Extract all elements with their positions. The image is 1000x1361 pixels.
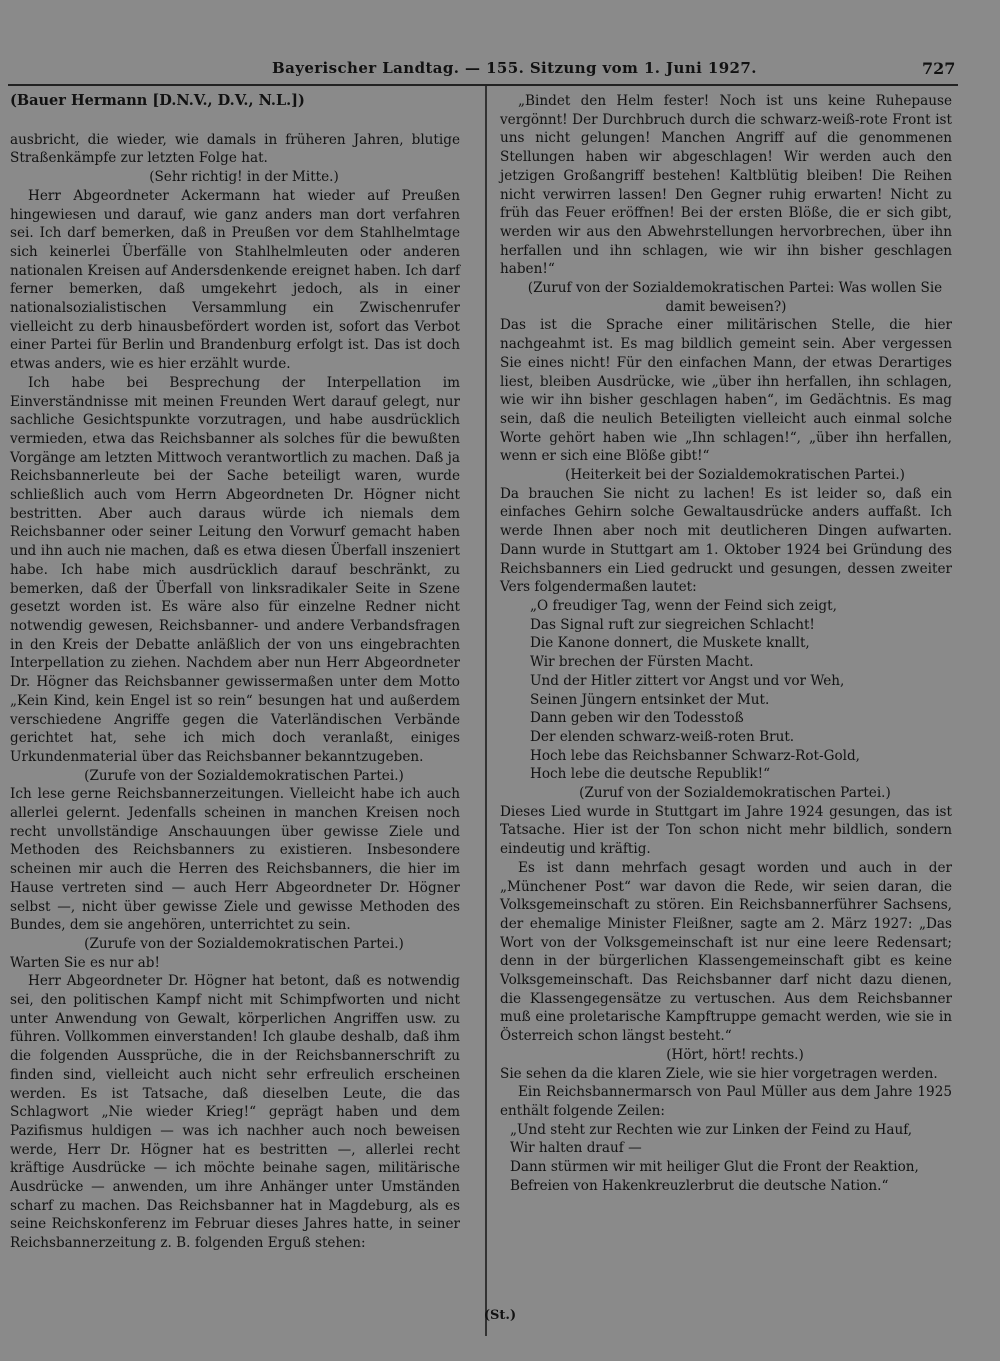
interjection: (Heiterkeit bei der Sozialdemokratischen Partei.) (565, 467, 905, 484)
interjection: (Hört, hört! rechts.) (666, 1046, 804, 1063)
column-divider (485, 86, 487, 1336)
verse-line: Das Signal ruft zur siegreichen Schlacht! (530, 616, 815, 633)
paragraph: „Bindet den Helm fester! Noch ist uns keine Ruhepause vergönnt! Der Durchbruch durch die schwarz-weiß-rote Front ist uns nicht gelungen! Manchen Angriff auf die genommenen Stellungen haben wir abgeschlagen! Wir werden auch den jetzigen Großangriff bestehen! Kaltblütig bleiben! Die Reihen nicht verwirren lassen! Den Gegner ruhig erwarten! Nicht zu früh das Feuer eröffnen! Bei der ersten Blöße, die er sich gibt, werden wir aus den Abwehrstellungen hervorbrechen, über ihn herfallen und ihn schlagen, wie wir ihn bisher geschlagen haben!“ (500, 93, 952, 278)
verse-quote (510, 1121, 952, 1196)
verse-line: Dann stürmen wir mit heiliger Glut die Front der Reaktion, (510, 1159, 919, 1176)
page-header (0, 55, 1000, 85)
verse-line: Befreien von Hakenkreuzlerbrut die deutsche Nation.“ (510, 1177, 889, 1194)
paragraph: Ich lese gerne Reichsbannerzeitungen. Vielleicht habe ich auch allerlei gelernt. Jedenfalls scheinen in manchen Kreisen noch recht unvollständige Anschauungen über gewisse Ziele und Methoden des Reichsbanners zu existieren. Insbesondere scheinen mir auch die Herren des Reichsbanners, die hier im Hause vertreten sind — auch Herr Abgeordneter Dr. Högner selbst —, nicht über gewisse Ziele und gewisse Methoden des Bundes, dem sie angehören, unterrichtet zu sein. (10, 786, 460, 934)
verse-line: Der elenden schwarz-weiß-roten Brut. (530, 728, 795, 745)
footer-signature: (St.) (483, 1308, 517, 1323)
interjection: (Zuruf von der Sozialdemokratischen Partei.) (579, 785, 891, 802)
verse-quote (530, 597, 952, 784)
paragraph: Es ist dann mehrfach gesagt worden und auch in der „Münchener Post“ war davon die Rede, wir seien daran, die Volksgemeinschaft zu stören. Ein Reichsbannerführer Sachsens, der ehemalige Minister Fleißner, sagte am 2. März 1927: „Das Wort von der Volksgemeinschaft ist nur eine leere Redensart; denn in der bürgerlichen Klassengemeinschaft gibt es keine Volksgemeinschaft. Das Reichsbanner darf nicht dazu dienen, die Klassengegensätze zu vertuschen. Aus dem Reichsbanner muß eine proletarische Kampftruppe gemacht werden, wie sie in Österreich schon längst besteht.“ (500, 859, 952, 1045)
paragraph: ausbricht, die wieder, wie damals in früheren Jahren, blutige Straßenkämpfe zur letzten Folge hat. (10, 131, 460, 167)
paragraph: Warten Sie es nur ab! (10, 954, 160, 971)
speaker-label: (Bauer Hermann [D.N.V., D.V., N.L.]) (10, 92, 305, 109)
running-head: Bayerischer Landtag. — 155. Sitzung vom 1. Juni 1927. (272, 59, 757, 77)
verse-line: Seinen Jüngern entsinket der Mut. (530, 691, 770, 708)
left-column (10, 92, 460, 1253)
page-number: 727 (922, 59, 956, 78)
interjection: (Sehr richtig! in der Mitte.) (149, 169, 339, 186)
paragraph: Sie sehen da die klaren Ziele, wie sie hier vorgetragen werden. (500, 1065, 938, 1082)
verse-line: Hoch lebe das Reichsbanner Schwarz-Rot-Gold, (530, 747, 861, 764)
verse-line: Hoch lebe die deutsche Republik!“ (530, 766, 771, 783)
verse-line: Wir halten drauf — (510, 1140, 642, 1157)
paragraph: Herr Abgeordneter Dr. Högner hat betont, daß es notwendig sei, den politischen Kampf nicht mit Schimpfworten und nicht unter Anwendung von Gewalt, körperlichen Angriffen usw. zu führen. Vollkommen einverstanden! Ich glaube deshalb, daß ihm die folgenden Aussprüche, die in der Reichsbannerschrift zu finden sind, vielleicht auch nicht sehr erfreulich erscheinen werden. Es ist Tatsache, daß dieselben Leute, die das Schlagwort „Nie wieder Krieg!“ geprägt haben und dem Pazifismus huldigen — was ich nachher auch noch beweisen werde, Herr Dr. Högner hat es bestritten —, allerlei recht kräftige Ausdrücke — ich möchte beinahe sagen, militärische Ausdrücke — anwenden, um ihre Anhänger unter Umständen scharf zu machen. Das Reichsbanner hat in Magdeburg, als es seine Reichskonferenz im Februar dieses Jahres hatte, in seiner Reichsbannerzeitung z. B. folgenden Erguß stehen: (10, 973, 460, 1252)
header-rule (8, 84, 958, 86)
verse-line: Wir brechen der Fürsten Macht. (530, 654, 754, 671)
interjection: (Zuruf von der Sozialdemokratischen Partei: Was wollen Sie damit beweisen?) (527, 280, 943, 315)
paragraph: Das ist die Sprache einer militärischen Stelle, die hier nachgeahmt ist. Es mag bildlich gemeint sein. Aber vergessen Sie eines nicht! Für den einfachen Mann, der etwas Derartiges liest, bleiben Ausdrücke, wie „über ihn herfallen, ihn schlagen, wie wir ihn bisher geschlagen haben“, im Gedächtnis. Es mag sein, daß die neulich Beteiligten vielleicht auch einmal solche Worte gehört haben wie „Ihn schlagen!“, „über ihn herfallen, wenn er sich eine Blöße gibt!“ (500, 317, 952, 465)
interjection: (Zurufe von der Sozialdemokratischen Partei.) (84, 935, 404, 952)
paragraph: Ich habe bei Besprechung der Interpellation im Einverständnisse mit meinen Freunden Wert darauf gelegt, nur sachliche Gesichtspunkte vorzutragen, und habe ausdrücklich vermieden, etwa das Reichsbanner als solches für die bewußten Vorgänge am letzten Mittwoch verantwortlich zu machen. Daß ja Reichsbannerleute bei der Sache beteiligt waren, wurde schließlich auch vom Herrn Abgeordneten Dr. Högner nicht bestritten. Aber auch daraus würde ich niemals dem Reichsbanner oder seiner Leitung den Vorwurf gemacht haben und ihn auch nie machen, daß es etwa diesen Überfall inszeniert habe. Ich habe mich ausdrücklich darauf beschränkt, zu bemerken, daß der Überfall von linksradikaler Seite in Szene gesetzt worden ist. Es wäre also für einzelne Redner nicht notwendig gewesen, Reichsbanner- und andere Verbandsfragen in den Kreis der Debatte anläßlich der von uns eingebrachten Interpellation zu ziehen. Nachdem aber nun Herr Abgeordneter Dr. Högner das Reichsbanner gewissermaßen unter dem Motto „Kein Kind, kein Engel ist so rein“ besungen hat und außerdem verschiedene Angriffe gegen die Vaterländischen Verbände gerichtet hat, sehe ich mich doch veranlaßt, einiges Urkundenmaterial über das Reichsbanner bekanntzugeben. (10, 374, 460, 765)
verse-line: „Und steht zur Rechten wie zur Linken der Feind zu Hauf, (510, 1121, 913, 1138)
verse-line: Und der Hitler zittert vor Angst und vor Weh, (530, 672, 845, 689)
paragraph: Da brauchen Sie nicht zu lachen! Es ist leider so, daß ein einfaches Gehirn solche Gewaltausdrücke anders auffaßt. Ich werde Ihnen aber noch mit deutlicheren Dingen aufwarten. Dann wurde in Stuttgart am 1. Oktober 1924 bei Gründung des Reichsbanners ein Lied gedruckt und gesungen, dessen zweiter Vers folgendermaßen lautet: (500, 485, 952, 596)
verse-line: Dann geben wir den Todesstoß (530, 710, 744, 727)
paragraph: Herr Abgeordneter Ackermann hat wieder auf Preußen hingewiesen und darauf, wie ganz anders man dort verfahren sei. Ich darf bemerken, daß in Preußen vor dem Stahlhelmtage sich keinerlei Überfälle von Stahlhelmleuten oder anderen nationalen Kreisen auf Andersdenkende ereignet haben. Ich darf ferner bemerken, daß umgekehrt jedoch, als in einer nationalsozialistischen Versammlung ein Zwischenrufer vielleicht zu derb hinausbefördert worden ist, sofort das Verbot einer Partei für Berlin und Brandenburg erfolgt ist. Das ist doch etwas anders, wie es hier erzählt wurde. (10, 187, 460, 373)
interjection: (Zurufe von der Sozialdemokratischen Partei.) (84, 767, 404, 784)
verse-line: „O freudiger Tag, wenn der Feind sich zeigt, (530, 597, 837, 614)
paragraph: Dieses Lied wurde in Stuttgart im Jahre 1924 gesungen, das ist Tatsache. Hier ist der Ton schon nicht mehr bildlich, sondern eindeutig und kräftig. (500, 803, 952, 858)
paragraph: Ein Reichsbannermarsch von Paul Müller aus dem Jahre 1925 enthält folgende Zeilen: (500, 1084, 952, 1119)
right-column (500, 92, 952, 1195)
verse-line: Die Kanone donnert, die Muskete knallt, (530, 635, 810, 652)
